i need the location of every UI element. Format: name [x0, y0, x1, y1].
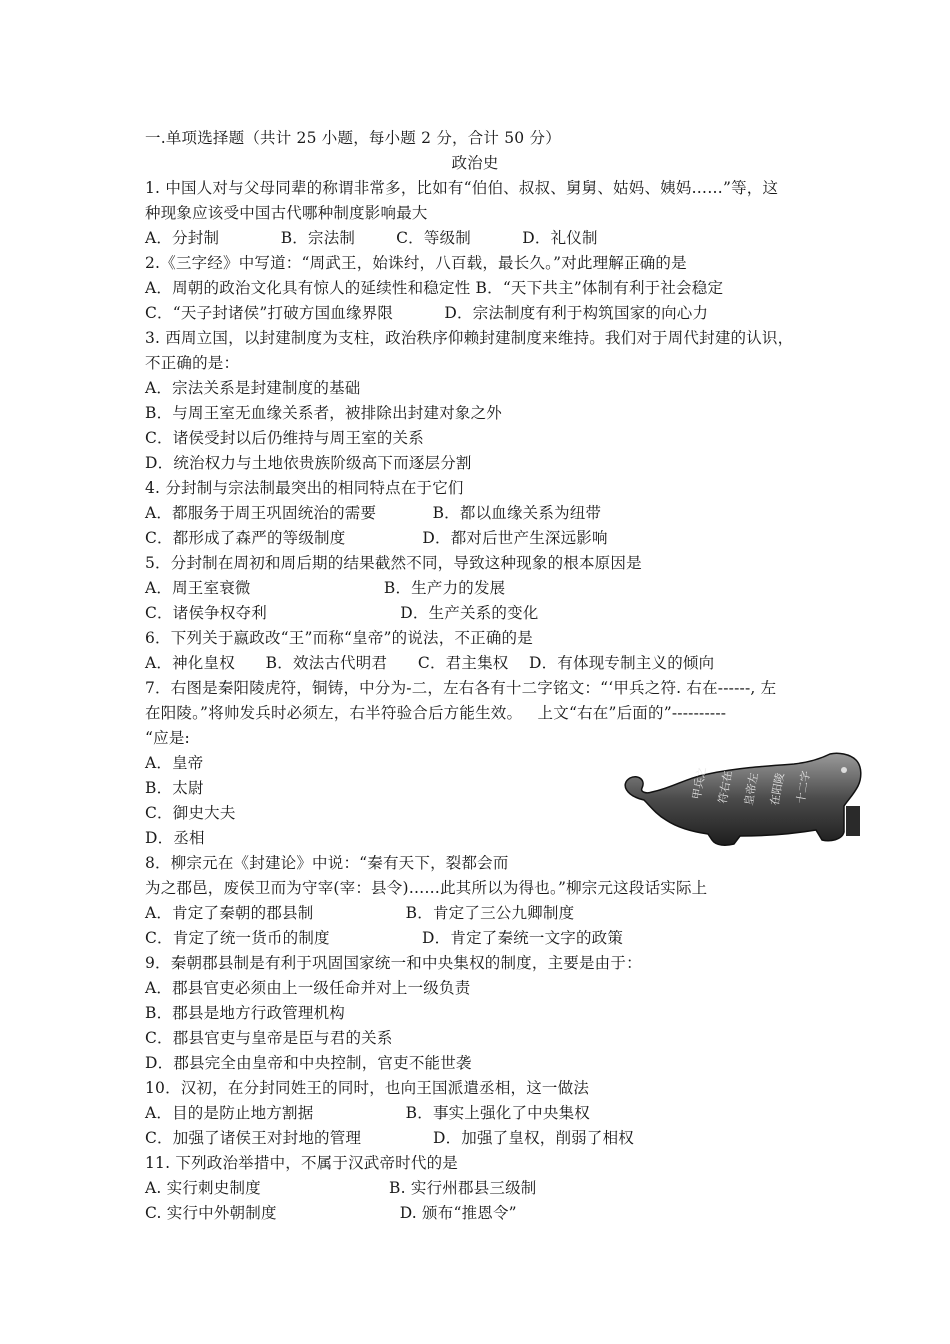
text-line: 1. 中国人对与父母同辈的称谓非常多，比如有“伯伯、叔叔、舅舅、姑妈、姨妈……”等，这 — [145, 179, 779, 197]
text-line: 在阳陵。”将帅发兵时必须左，右半符验合后方能生效。 上文“右在”后面的”---------- — [145, 704, 727, 722]
svg-text:甲兵之: 甲兵之 — [690, 765, 709, 801]
text-line: “应是: — [145, 729, 190, 747]
text-line: A．宗法关系是封建制度的基础 — [145, 379, 361, 397]
text-line: C．“天子封诸侯”打破方国血缘界限 D．宗法制度有利于构筑国家的向心力 — [145, 304, 709, 322]
text-line: C．郡县官吏与皇帝是臣与君的关系 — [145, 1029, 393, 1047]
text-line: D．丞相 — [145, 829, 205, 847]
text-line: A．周王室衰微 B．生产力的发展 — [145, 579, 506, 597]
section-header: 一.单项选择题（共计 25 小题，每小题 2 分，合计 50 分） — [145, 129, 561, 147]
text-line: B．与周王室无血缘关系者，被排除出封建对象之外 — [145, 404, 502, 422]
text-line: A. 实行刺史制度 B. 实行州郡县三级制 — [145, 1179, 537, 1197]
text-line: 10．汉初，在分封同姓王的同时，也向王国派遣丞相，这一做法 — [145, 1079, 590, 1097]
section-title: 政治史 — [451, 154, 499, 172]
text-line: 8．柳宗元在《封建论》中说：“秦有天下，裂都会而 — [145, 854, 509, 872]
text-line: D．统治权力与土地依贵族阶级高下而逐层分割 — [145, 454, 472, 472]
text-line: 11. 下列政治举措中，不属于汉武帝时代的是 — [145, 1154, 458, 1172]
text-line: C．诸侯受封以后仍维持与周王室的关系 — [145, 429, 424, 447]
text-line: A．皇帝 — [145, 754, 204, 772]
text-line: D．郡县完全由皇帝和中央控制，官吏不能世袭 — [145, 1054, 472, 1072]
text-line: B．郡县是地方行政管理机构 — [145, 1004, 345, 1022]
text-line: A．肯定了秦朝的郡县制 B．肯定了三公九卿制度 — [145, 904, 575, 922]
svg-text:在阳陵: 在阳陵 — [768, 771, 787, 807]
tiger-tally-image — [616, 748, 866, 848]
text-line: 4. 分封制与宗法制最突出的相同特点在于它们 — [145, 479, 464, 497]
text-line: C．诸侯争权夺利 D．生产关系的变化 — [145, 604, 539, 622]
text-line: 种现象应该受中国古代哪种制度影响最大 — [145, 204, 428, 222]
text-line: 3. 西周立国，以封建制度为支柱，政治秩序仰赖封建制度来维持。我们对于周代封建的认识， — [145, 329, 794, 347]
text-line: A．周朝的政治文化具有惊人的延续性和稳定性 B．“天下共主”体制有利于社会稳定 — [145, 279, 724, 297]
text-line: A．都服务于周王巩固统治的需要 B．都以血缘关系为纽带 — [145, 504, 602, 522]
text-line: C．御史大夫 — [145, 804, 236, 822]
text-line: C．加强了诸侯王对封地的管理 D．加强了皇权，削弱了相权 — [145, 1129, 634, 1147]
svg-text:皇帝左: 皇帝左 — [742, 771, 761, 807]
text-line: C. 实行中外朝制度 D. 颁布“推恩令” — [145, 1204, 517, 1222]
text-line: A．郡县官吏必须由上一级任命并对上一级负责 — [145, 979, 471, 997]
svg-text:十二字: 十二字 — [794, 769, 813, 805]
text-line: 6．下列关于嬴政改“王”而称“皇帝”的说法，不正确的是 — [145, 629, 533, 647]
text-line: A．分封制 B．宗法制 C．等级制 D．礼仪制 — [145, 229, 598, 247]
text-line: A．目的是防止地方割据 B．事实上强化了中央集权 — [145, 1104, 590, 1122]
text-line: 为之郡邑，废侯卫而为守宰(宰：县令)……此其所以为得也。”柳宗元这段话实际上 — [145, 879, 708, 897]
svg-text:符右在: 符右在 — [716, 769, 735, 805]
text-line: C．肯定了统一货币的制度 D．肯定了秦统一文字的政策 — [145, 929, 624, 947]
text-line: 不正确的是： — [145, 354, 240, 372]
text-line: 5．分封制在周初和周后期的结果截然不同，导致这种现象的根本原因是 — [145, 554, 642, 572]
text-line: 9．秦朝郡县制是有利于巩固国家统一和中央集权的制度，主要是由于： — [145, 954, 642, 972]
text-line: C．都形成了森严的等级制度 D．都对后世产生深远影响 — [145, 529, 608, 547]
text-line: 2.《三字经》中写道：“周武王，始诛纣，八百载，最长久。”对此理解正确的是 — [145, 254, 687, 272]
text-line: A．神化皇权 B．效法古代明君 C．君主集权 D．有体现专制主义的倾向 — [145, 654, 715, 672]
text-line: 7．右图是秦阳陵虎符，铜铸，中分为-二，左右各有十二字铭文：“‘甲兵之符. 右在------, 左 — [145, 679, 777, 697]
text-line: B．太尉 — [145, 779, 204, 797]
